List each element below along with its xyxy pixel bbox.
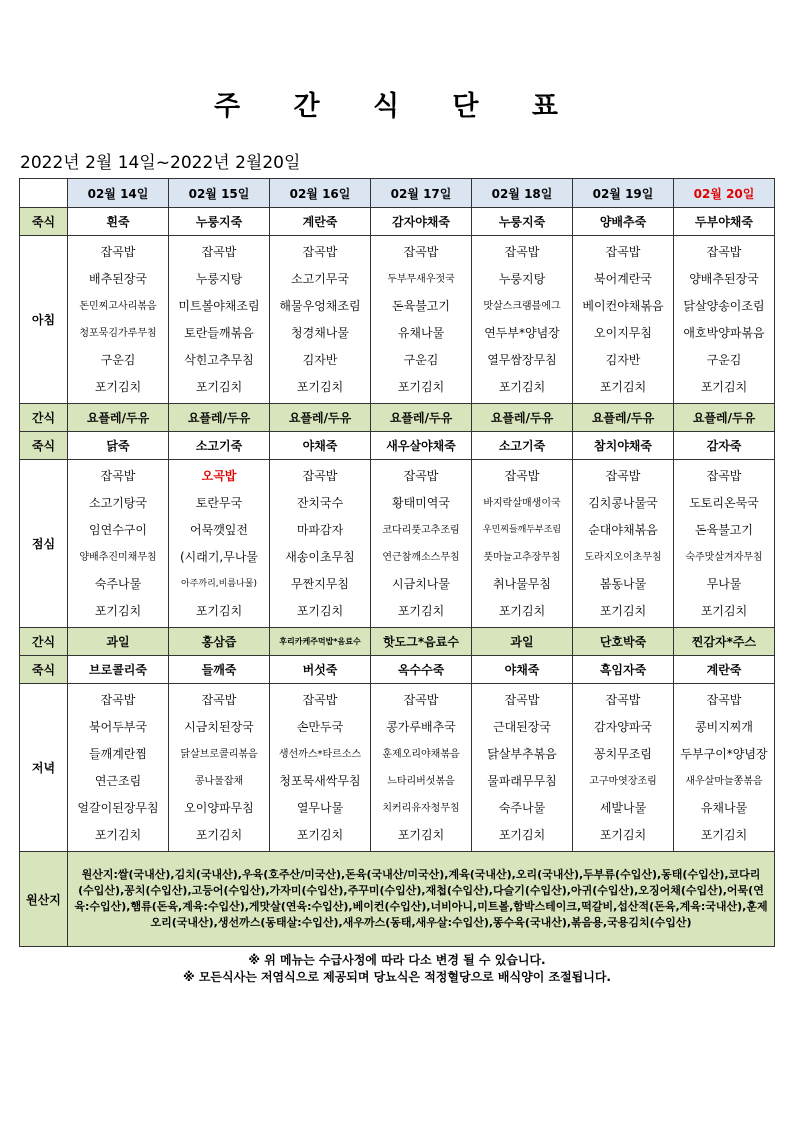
dish-item: 닭살양송이조림 (683, 298, 765, 313)
dish-item: 닭살부추볶음 (487, 746, 557, 761)
menu-cell: 야채죽 (472, 656, 573, 684)
dish-item: 북어계란국 (594, 271, 652, 286)
dish-item: 잡곡밥 (302, 692, 338, 707)
dish-item: 두부구이*양념장 (680, 746, 768, 761)
dish-item: 잡곡밥 (605, 692, 641, 707)
breakfast-porridge-row (20, 208, 775, 236)
morning-snack-row (20, 404, 775, 432)
lunch-porridge-row (20, 432, 775, 460)
dish-item: 포기김치 (296, 603, 344, 618)
menu-cell: 누룽지죽 (169, 208, 270, 236)
menu-cell: 핫도그*음료수 (371, 628, 472, 656)
menu-cell: 흰죽 (68, 208, 169, 236)
origin-info: 원산지:쌀(국내산),김치(국내산),우육(호주산/미국산),돈육(국내산/미국산),계육(국내산),오리(국내산),두부류(수입산),동태(수입산),코다리(수입산),꽁치(수입산),고등어(수입산),가자미(수입산),주꾸미(수입산),재첩(수입산),다슬기(수입산),아귀(수입산),오징어채(수입산),어묵(연육:수입산),햄류(돈육,계육:수입산),게맛살(연육:수입산),베이컨(수입산),너비아니,미트볼,함박스테이크,떡갈비,섭산적(돈육,계육:국내산),훈제오리(국내산),생선까스(동태살:수입산),새우까스(동태,새우살:수입산),똥수육(국내산),볶음용,국용김치(수입산) (68, 852, 775, 947)
menu-cell: 소고기죽 (169, 432, 270, 460)
breakfast-row (20, 236, 775, 404)
row-label: 간식 (20, 628, 68, 656)
dish-item: 포기김치 (397, 379, 445, 394)
corner-cell (20, 179, 68, 208)
dish-item: 도라지오이초무침 (584, 551, 662, 563)
dish-item: 잡곡밥 (605, 244, 641, 259)
dish-item: (시래기,무나물 (179, 549, 259, 564)
dish-item: 삭힌고추무침 (184, 352, 254, 367)
origin-row (20, 852, 775, 947)
afternoon-snack-row (20, 628, 775, 656)
dish-item: 포기김치 (498, 827, 546, 842)
dish-item: 잡곡밥 (504, 468, 540, 483)
lunch-row (20, 460, 775, 628)
menu-cell (472, 460, 573, 628)
note-line: ※ 위 메뉴는 수급사정에 따라 다소 변경 될 수 있습니다. (248, 953, 546, 967)
dish-item: 세발나물 (599, 800, 647, 815)
dish-item: 오곡밥 (201, 468, 237, 483)
day-header: 02월 17일 (371, 179, 472, 208)
dish-item: 연두부*양념장 (484, 325, 560, 340)
row-label: 죽식 (20, 432, 68, 460)
day-header: 02월 20일 (674, 179, 775, 208)
menu-cell (472, 684, 573, 852)
dish-item: 미트볼야채조림 (178, 298, 260, 313)
dish-item: 포기김치 (599, 379, 647, 394)
dish-item: 토란무국 (195, 495, 243, 510)
dish-item: 구운김 (706, 352, 742, 367)
menu-cell: 양배추죽 (573, 208, 674, 236)
dish-item: 훈제오리야채볶음 (382, 748, 460, 760)
dish-item: 구운김 (100, 352, 136, 367)
menu-cell (472, 236, 573, 404)
dish-item: 열무쌈장무침 (487, 352, 557, 367)
dish-item: 포기김치 (700, 827, 748, 842)
menu-cell: 후리카케주먹밥*음료수 (270, 628, 371, 656)
menu-cell: 요플레/두유 (472, 404, 573, 432)
day-header: 02월 14일 (68, 179, 169, 208)
dish-item: 포기김치 (94, 827, 142, 842)
dish-item: 아주까리,비름나물) (181, 578, 257, 589)
dish-item: 소고기무국 (291, 271, 349, 286)
menu-cell: 요플레/두유 (270, 404, 371, 432)
dish-item: 오이지무침 (594, 325, 652, 340)
day-header: 02월 19일 (573, 179, 674, 208)
menu-cell: 찐감자*주스 (674, 628, 775, 656)
dish-item: 물파래무무침 (487, 773, 557, 788)
dish-item: 잡곡밥 (403, 244, 439, 259)
notes (0, 952, 794, 986)
dish-item: 닭살브로콜리볶음 (180, 748, 258, 760)
dish-item: 포기김치 (195, 827, 243, 842)
weekly-menu-table (19, 178, 775, 947)
dish-item: 콩나물잡채 (194, 775, 244, 787)
dinner-porridge-row (20, 656, 775, 684)
dish-item: 코다리풋고추조림 (382, 524, 460, 536)
menu-cell: 요플레/두유 (68, 404, 169, 432)
menu-cell: 버섯죽 (270, 656, 371, 684)
dish-item: 두부무새우젓국 (387, 273, 455, 285)
dish-item: 시금치된장국 (184, 719, 254, 734)
dish-item: 포기김치 (397, 603, 445, 618)
menu-cell (573, 460, 674, 628)
dish-item: 얼갈이된장무침 (77, 800, 159, 815)
dish-item: 돈육불고기 (392, 298, 450, 313)
dish-item: 고구마엿장조림 (589, 775, 657, 787)
header-row (20, 179, 775, 208)
row-label: 간식 (20, 404, 68, 432)
dish-item: 김치콩나물국 (588, 495, 658, 510)
dish-item: 구운김 (403, 352, 439, 367)
dish-item: 느타리버섯볶음 (387, 775, 455, 787)
dish-item: 풋마늘고추장무침 (483, 551, 561, 563)
dish-item: 오이양파무침 (184, 800, 254, 815)
menu-cell (573, 236, 674, 404)
menu-cell: 감자죽 (674, 432, 775, 460)
day-header: 02월 15일 (169, 179, 270, 208)
menu-cell: 옥수수죽 (371, 656, 472, 684)
dish-item: 생선까스*타르소스 (278, 748, 362, 760)
menu-cell: 과일 (68, 628, 169, 656)
dish-item: 잡곡밥 (403, 468, 439, 483)
row-label: 점심 (20, 460, 68, 628)
dish-item: 청포묵새싹무침 (279, 773, 361, 788)
dish-item: 포기김치 (296, 379, 344, 394)
dish-item: 감자양파국 (594, 719, 652, 734)
dish-item: 새우살마늘쫑볶음 (685, 775, 763, 787)
dish-item: 숙주나물 (94, 576, 142, 591)
dish-item: 청포묵김가루무침 (79, 327, 157, 339)
menu-cell: 누룽지죽 (472, 208, 573, 236)
menu-cell: 계란죽 (270, 208, 371, 236)
dish-item: 포기김치 (94, 379, 142, 394)
menu-cell (270, 684, 371, 852)
dish-item: 잡곡밥 (302, 244, 338, 259)
dish-item: 애호박양파볶음 (683, 325, 765, 340)
menu-cell: 홍삼즙 (169, 628, 270, 656)
dish-item: 해물우엉채조림 (279, 298, 361, 313)
dinner-row (20, 684, 775, 852)
menu-cell: 요플레/두유 (371, 404, 472, 432)
dish-item: 연근조림 (94, 773, 142, 788)
dish-item: 잡곡밥 (100, 468, 136, 483)
dish-item: 북어두부국 (89, 719, 147, 734)
menu-cell: 단호박죽 (573, 628, 674, 656)
dish-item: 취나물무침 (493, 576, 551, 591)
dish-item: 꽁치무조림 (594, 746, 652, 761)
menu-cell (270, 236, 371, 404)
dish-item: 잡곡밥 (201, 244, 237, 259)
menu-cell: 닭죽 (68, 432, 169, 460)
dish-item: 토란들깨볶음 (184, 325, 254, 340)
dish-item: 숙주맛살겨자무침 (685, 551, 763, 563)
menu-cell (674, 684, 775, 852)
day-header: 02월 16일 (270, 179, 371, 208)
dish-item: 잡곡밥 (706, 692, 742, 707)
dish-item: 열무나물 (296, 800, 344, 815)
dish-item: 포기김치 (599, 603, 647, 618)
menu-cell (68, 236, 169, 404)
dish-item: 임연수구이 (89, 522, 147, 537)
dish-item: 맛살스크램블에그 (483, 300, 561, 312)
dish-item: 손만두국 (296, 719, 344, 734)
row-label: 저녁 (20, 684, 68, 852)
dish-item: 콩가루배추국 (386, 719, 456, 734)
dish-item: 봄동나물 (599, 576, 647, 591)
menu-cell: 요플레/두유 (169, 404, 270, 432)
dish-item: 잡곡밥 (302, 468, 338, 483)
menu-cell: 계란죽 (674, 656, 775, 684)
menu-cell (371, 236, 472, 404)
dish-item: 잡곡밥 (706, 244, 742, 259)
dish-item: 소고기탕국 (89, 495, 147, 510)
menu-cell: 흑임자죽 (573, 656, 674, 684)
dish-item: 포기김치 (498, 379, 546, 394)
dish-item: 유채나물 (397, 325, 445, 340)
dish-item: 포기김치 (700, 379, 748, 394)
menu-cell: 두부야채죽 (674, 208, 775, 236)
menu-cell: 요플레/두유 (573, 404, 674, 432)
dish-item: 누룽지탕 (498, 271, 546, 286)
dish-item: 숙주나물 (498, 800, 546, 815)
dish-item: 도토리온묵국 (689, 495, 759, 510)
menu-cell (371, 684, 472, 852)
menu-cell: 소고기죽 (472, 432, 573, 460)
row-label: 아침 (20, 236, 68, 404)
dish-item: 배추된장국 (89, 271, 147, 286)
menu-period: 2022년 2월 14일~2022년 2월20일 (20, 153, 301, 173)
dish-item: 김자반 (605, 352, 641, 367)
menu-cell: 새우살야채죽 (371, 432, 472, 460)
menu-cell (68, 684, 169, 852)
menu-cell (674, 460, 775, 628)
dish-item: 포기김치 (498, 603, 546, 618)
dish-item: 바지락살매생이국 (483, 497, 561, 509)
menu-cell (270, 460, 371, 628)
dish-item: 잡곡밥 (403, 692, 439, 707)
menu-cell (169, 460, 270, 628)
dish-item: 돈민찌고사리볶음 (79, 300, 157, 312)
dish-item: 잡곡밥 (504, 692, 540, 707)
dish-item: 치커리유자청무침 (382, 802, 460, 814)
dish-item: 잡곡밥 (504, 244, 540, 259)
dish-item: 어묵깻잎전 (190, 522, 248, 537)
row-label: 원산지 (20, 852, 68, 947)
dish-item: 돈육불고기 (695, 522, 753, 537)
dish-item: 포기김치 (700, 603, 748, 618)
menu-cell (169, 236, 270, 404)
dish-item: 콩비지찌개 (695, 719, 753, 734)
dish-item: 무나물 (706, 576, 742, 591)
row-label: 죽식 (20, 656, 68, 684)
dish-item: 잡곡밥 (605, 468, 641, 483)
menu-cell: 감자야채죽 (371, 208, 472, 236)
dish-item: 잔치국수 (296, 495, 344, 510)
dish-item: 무짠지무침 (291, 576, 349, 591)
dish-item: 포기김치 (195, 379, 243, 394)
dish-item: 잡곡밥 (706, 468, 742, 483)
dish-item: 청경채나물 (291, 325, 349, 340)
menu-cell (674, 236, 775, 404)
dish-item: 시금치나물 (392, 576, 450, 591)
note-line: ※ 모든식사는 저염식으로 제공되며 당뇨식은 적정혈당으로 배식양이 조절됩니다. (182, 970, 611, 984)
dish-item: 유채나물 (700, 800, 748, 815)
menu-cell: 브로콜리죽 (68, 656, 169, 684)
dish-item: 포기김치 (94, 603, 142, 618)
dish-item: 황태미역국 (392, 495, 450, 510)
dish-item: 잡곡밥 (100, 244, 136, 259)
dish-item: 포기김치 (397, 827, 445, 842)
dish-item: 누룽지탕 (195, 271, 243, 286)
dish-item: 새송이초무침 (285, 549, 355, 564)
dish-item: 들깨계란찜 (89, 746, 147, 761)
dish-item: 잡곡밥 (201, 692, 237, 707)
dish-item: 포기김치 (599, 827, 647, 842)
dish-item: 근대된장국 (493, 719, 551, 734)
dish-item: 양배추된장국 (689, 271, 759, 286)
row-label: 죽식 (20, 208, 68, 236)
page-title: 주 간 식 단 표 (213, 91, 580, 122)
dish-item: 순대야채볶음 (588, 522, 658, 537)
menu-cell (68, 460, 169, 628)
menu-cell: 과일 (472, 628, 573, 656)
day-header: 02월 18일 (472, 179, 573, 208)
dish-item: 베이컨야채볶음 (582, 298, 664, 313)
dish-item: 김자반 (302, 352, 338, 367)
dish-item: 포기김치 (296, 827, 344, 842)
menu-cell (169, 684, 270, 852)
menu-cell: 들깨죽 (169, 656, 270, 684)
dish-item: 잡곡밥 (100, 692, 136, 707)
dish-item: 양배추진미채무침 (79, 551, 157, 563)
menu-cell: 야채죽 (270, 432, 371, 460)
dish-item: 우민찌들깨두부조림 (482, 524, 562, 535)
dish-item: 포기김치 (195, 603, 243, 618)
menu-cell (371, 460, 472, 628)
dish-item: 연근참깨소스무침 (382, 551, 460, 563)
menu-cell: 요플레/두유 (674, 404, 775, 432)
menu-cell (573, 684, 674, 852)
menu-cell: 참치야채죽 (573, 432, 674, 460)
dish-item: 마파감자 (296, 522, 344, 537)
